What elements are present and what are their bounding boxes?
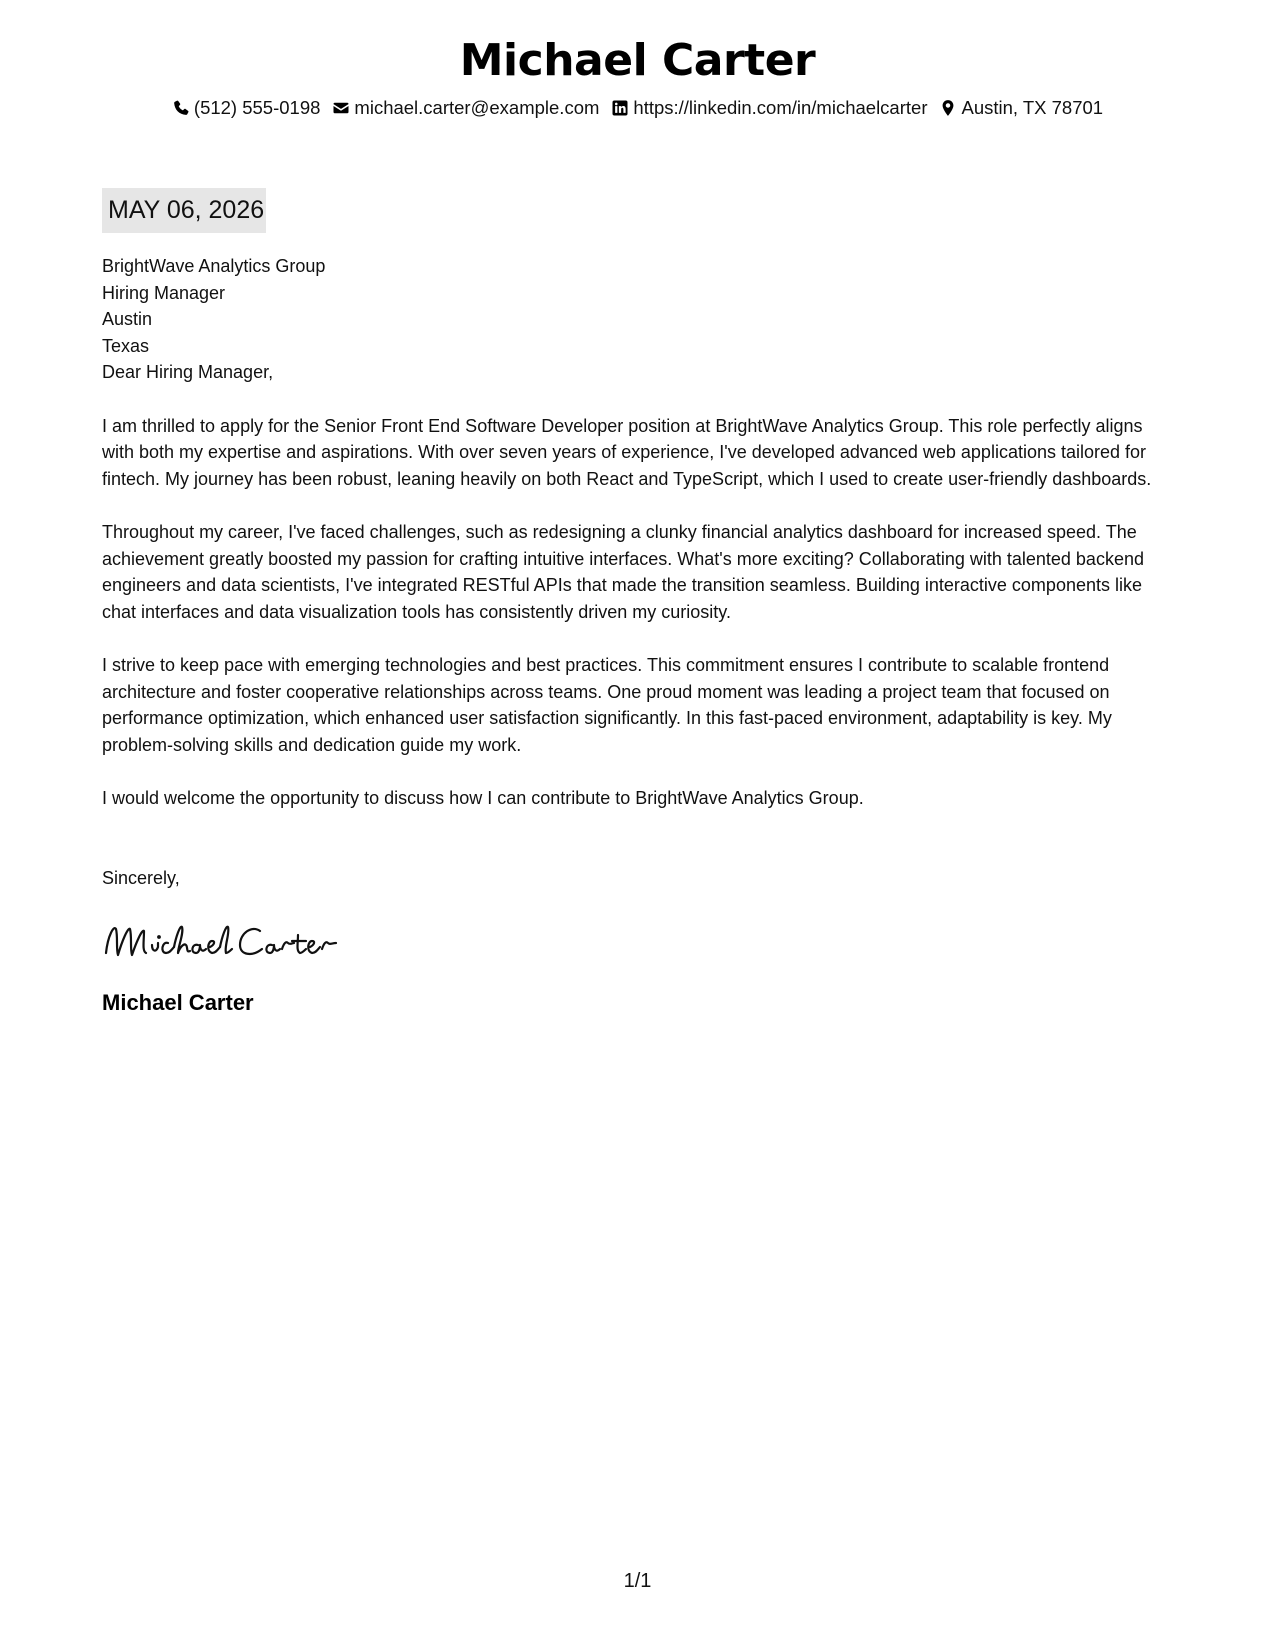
recipient-city: Austin [102, 309, 153, 329]
letter-date: MAY 06, 2026 [102, 188, 266, 233]
recipient-block [102, 253, 1177, 386]
recipient-title: Hiring Manager [102, 282, 226, 303]
letter-body [102, 188, 1177, 1017]
contact-linkedin [611, 96, 927, 120]
salutation: Dear Hiring Manager, [102, 362, 274, 382]
body-paragraph: I strive to keep pace with emerging technologies and best practices. This commitment ensures I contribute to scalable frontend architecture and foster cooperative relationships across teams. One proud moment was leading a project team that focused on performance optimization, which enhanced user satisfaction significantly. In this fast-paced environment, adaptability is key. My problem-solving skills and dedication guide my work. [102, 655, 1112, 755]
linkedin-url[interactable]: https://linkedin.com/in/michaelcarter [633, 97, 928, 118]
contact-phone [172, 96, 321, 120]
map-pin-icon [939, 99, 957, 117]
location-text: Austin, TX 78701 [961, 97, 1104, 118]
email-address[interactable]: michael.carter@example.com [354, 97, 600, 118]
signed-name: Michael Carter [102, 990, 254, 1015]
applicant-name: Michael Carter [459, 35, 816, 86]
contact-email [332, 96, 599, 120]
handwritten-signature [102, 915, 1177, 971]
linkedin-icon [611, 99, 629, 117]
recipient-company: BrightWave Analytics Group [102, 256, 326, 276]
phone-icon [172, 99, 190, 117]
recipient-state: Texas [102, 335, 150, 356]
body-paragraph: Throughout my career, I've faced challenges, such as redesigning a clunky financial analytics dashboard for increased speed. The achievement greatly boosted my passion for crafting intuitive interfaces. What's more exciting? Collaborating with talented backend engineers and data scientists, I've integrated RESTful APIs that made the transition seamless. Building interactive components like chat interfaces and data visualization tools has consistently driven my curiosity. [102, 522, 1144, 622]
contact-info [0, 96, 1275, 120]
body-paragraph: I would welcome the opportunity to discuss how I can contribute to BrightWave Analytics Group. [102, 788, 864, 808]
phone-number: (512) 555-0198 [193, 97, 321, 118]
body-paragraph: I am thrilled to apply for the Senior Front End Software Developer position at BrightWave Analytics Group. This role perfectly aligns with both my expertise and aspirations. With over seven years of experience, I've developed advanced web applications tailored for fintech. My journey has been robust, leaning heavily on both React and TypeScript, which I used to create user-friendly dashboards. [102, 415, 1152, 489]
page-number: 1/1 [623, 1570, 652, 1592]
letter-header [0, 34, 1275, 120]
closing: Sincerely, [102, 867, 180, 888]
envelope-icon [332, 99, 350, 117]
contact-location [939, 96, 1103, 120]
